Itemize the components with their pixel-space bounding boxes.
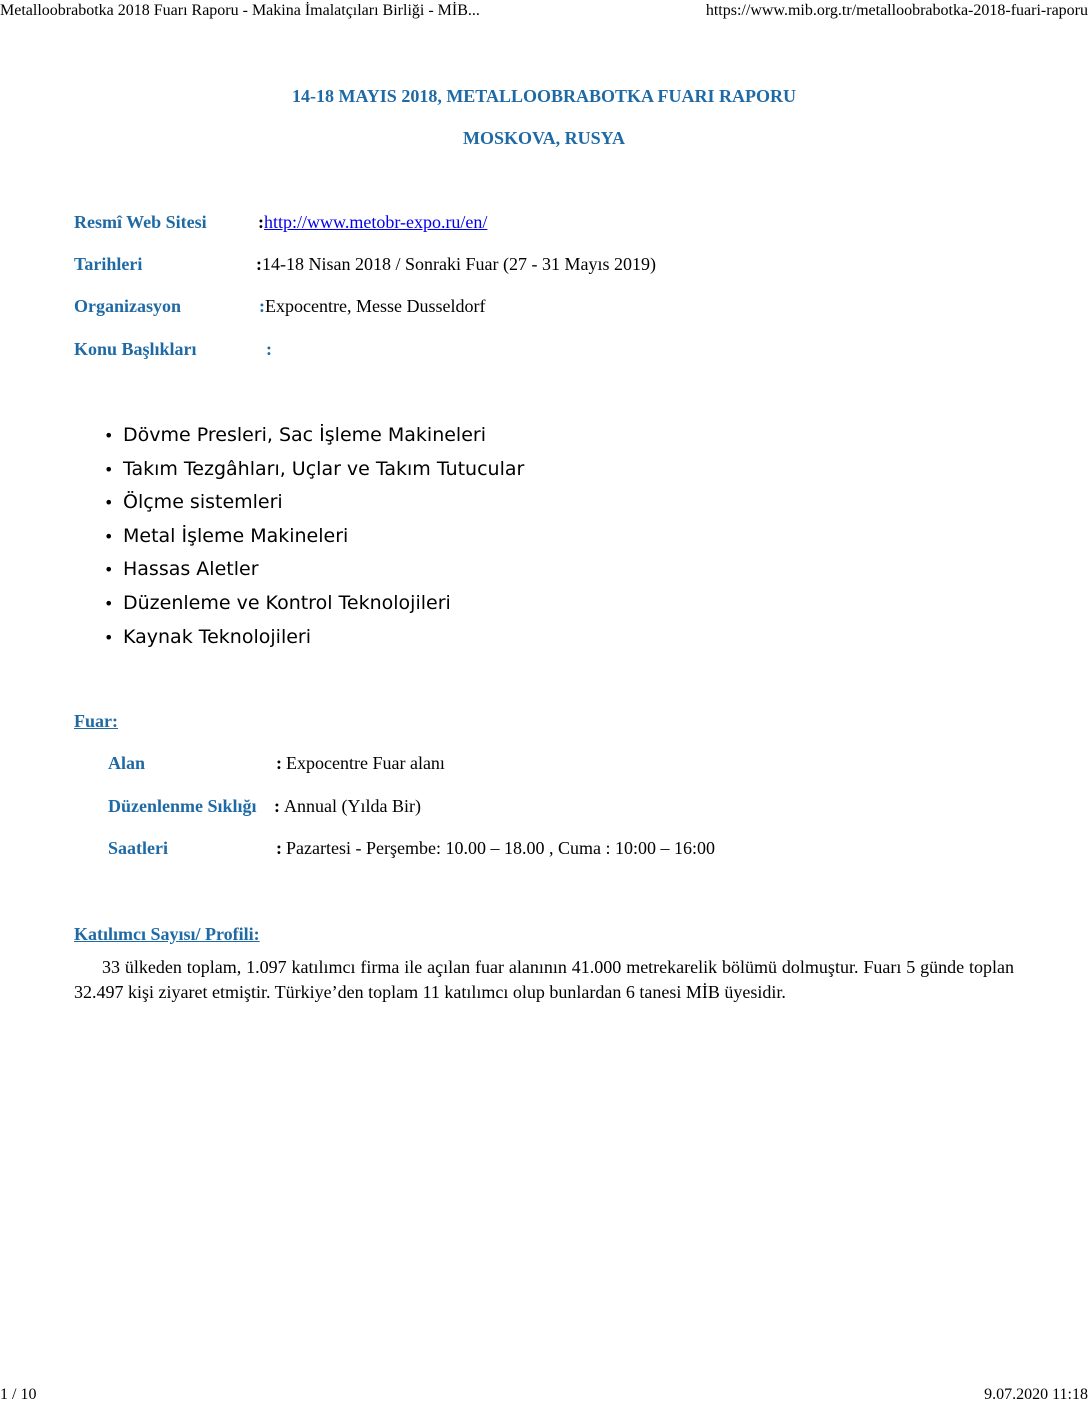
hours-sep: : (276, 838, 282, 858)
topic-text: Ölçme sistemleri (123, 491, 283, 514)
area-value: Expocentre Fuar alanı (286, 753, 445, 773)
area-sep: : (276, 753, 282, 773)
website-row (258, 212, 487, 233)
topic-text: Hassas Aletler (123, 558, 259, 581)
area-label: Alan (108, 753, 146, 773)
frequency-label: Düzenlenme Sıklığı (108, 796, 257, 816)
frequency-sep: : (274, 796, 280, 816)
bullet-icon: • (104, 560, 114, 580)
topic-text: Dövme Presleri, Sac İşleme Makineleri (123, 424, 486, 446)
bullet-icon: • (104, 627, 114, 647)
hours-row (276, 838, 715, 859)
frequency-row (274, 796, 421, 817)
fair-heading: Fuar: (74, 711, 118, 731)
frequency-value: Annual (Yılda Bir) (284, 796, 421, 816)
dates-value: 14-18 Nisan 2018 / Sonraki Fuar (27 - 31 Mayıs 2019) (262, 254, 656, 274)
dates-row (256, 254, 656, 275)
report-title: 14-18 MAYIS 2018, METALLOOBRABOTKA FUARI RAPORU (291, 86, 797, 106)
organization-value: Expocentre, Messe Dusseldorf (265, 296, 486, 316)
participants-heading: Katılımcı Sayısı/ Profili: (74, 924, 260, 944)
organization-sep: : (259, 296, 265, 316)
bullet-icon: • (104, 426, 114, 445)
bullet-icon: • (104, 526, 114, 546)
print-footer-datetime: 9.07.2020 11:18 (984, 1386, 1088, 1403)
topics-sep: : (266, 339, 272, 359)
topic-item (104, 557, 524, 591)
topic-item (104, 625, 524, 659)
topic-text: Kaynak Teknolojileri (123, 625, 311, 648)
print-footer-page: 1 / 10 (0, 1386, 37, 1403)
organization-label: Organizasyon (74, 296, 182, 316)
print-header-url: https://www.mib.org.tr/metalloobrabotka-2018-fuari-raporu (705, 2, 1088, 19)
hours-label: Saatleri (108, 838, 168, 858)
website-link[interactable]: http://www.metobr-expo.ru/en/ (264, 212, 488, 232)
participants-paragraph (74, 955, 1014, 1005)
topic-item (104, 591, 524, 625)
topic-text: Metal İşleme Makineleri (123, 524, 349, 547)
organization-row (259, 296, 485, 317)
website-label: Resmî Web Sitesi (74, 212, 207, 232)
topic-item (104, 423, 524, 457)
bullet-icon: • (104, 593, 114, 613)
bullet-icon: • (104, 459, 114, 479)
topic-text: Düzenleme ve Kontrol Teknolojileri (123, 591, 451, 614)
area-row (276, 753, 445, 774)
bullet-icon: • (104, 493, 114, 513)
topic-item (104, 524, 524, 558)
topic-text: Takım Tezgâhları, Uçlar ve Takım Tutucular (123, 457, 525, 480)
participants-text: 33 ülkeden toplam, 1.097 katılımcı firma ile açılan fuar alanının 41.000 metrekarelik bölümü dolmuştur. Fuarı 5 günde toplan 32.497 kişi ziyaret etmiştir. Türkiye’den toplam 11 katılımcı olup bunlardan 6 tanesi MİB üyesidir. (74, 957, 1014, 1002)
print-header-title: Metalloobrabotka 2018 Fuarı Raporu - Makina İmalatçıları Birliği - MİB... (0, 2, 480, 19)
dates-label: Tarihleri (74, 254, 143, 274)
hours-value: Pazartesi - Perşembe: 10.00 – 18.00 , Cuma : 10:00 – 16:00 (286, 838, 715, 858)
topic-item (104, 457, 524, 491)
dates-sep: : (256, 254, 262, 274)
website-sep: : (258, 212, 264, 232)
report-subtitle: MOSKOVA, RUSYA (462, 128, 626, 148)
topic-item (104, 490, 524, 524)
topics-label: Konu Başlıkları (74, 339, 197, 359)
topics-list (104, 423, 524, 658)
